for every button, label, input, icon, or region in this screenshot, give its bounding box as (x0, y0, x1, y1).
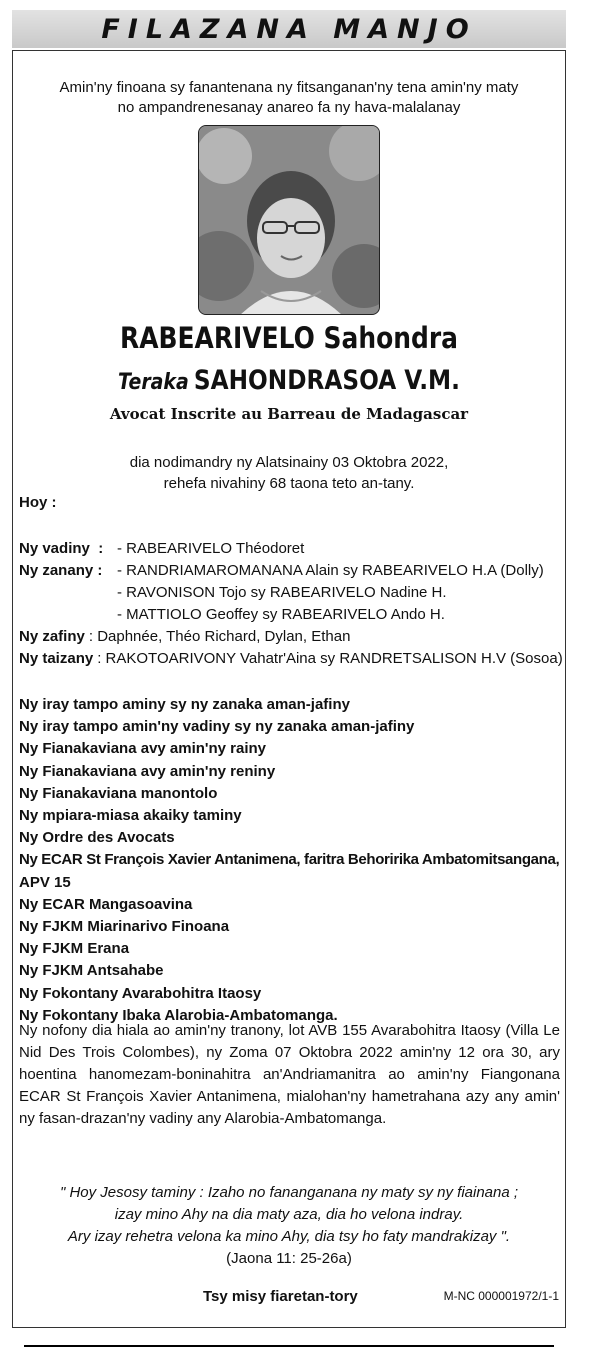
mourner-item: Ny Fianakaviana avy amin'ny rainy (19, 740, 267, 758)
death-line-2: rehefa nivahiny 68 taona teto an-tany. (163, 475, 415, 492)
mourner-item: Ny ECAR Mangasoavina (19, 895, 193, 913)
family-row-zanany-2 (19, 582, 559, 604)
quote-line-3: Ary izay rehetra velona ka mino Ahy, dia tsy ho faty mandrakizay ". (67, 1228, 511, 1245)
quote-line-2: izay mino Ahy na dia maty aza, dia ho velona indray. (114, 1206, 464, 1223)
zanany-label: Ny zanany : (19, 562, 103, 579)
zafiny-label: Ny zafiny (19, 628, 85, 645)
mourner-item: Ny iray tampo aminy sy ny zanaka aman-jafiny (19, 696, 350, 713)
mourner-item: Ny Fokontany Avarabohitra Itaosy (19, 984, 262, 1002)
mourner-item: Ny Fianakaviana manontolo (19, 784, 218, 802)
family-row-taizany (19, 648, 563, 670)
header-banner (12, 10, 566, 48)
deceased-name: RABEARIVELO Sahondra (119, 321, 458, 355)
maiden-name: SAHONDRASOA V.M. (193, 365, 460, 396)
mourner-item: Ny FJKM Miarinarivo Finoana (19, 918, 230, 936)
header-title: FILAZANA MANJO (101, 13, 477, 45)
taizany-value: : RAKOTOARIVONY Vahatr'Aina sy RANDRETSALISON H.V (Sosoa) (97, 650, 563, 667)
mourner-item: Ny FJKM Erana (19, 940, 130, 958)
teraka-label: Teraka (118, 370, 189, 395)
portrait-image (199, 126, 380, 315)
maiden-name-line (52, 365, 527, 396)
death-line-1: dia nodimandry ny Alatsinainy 03 Oktobra 2022, (129, 454, 449, 471)
mourner-item: Ny iray tampo amin'ny vadiny sy ny zanaka aman-jafiny (19, 718, 415, 736)
vadiny-sep: : (98, 540, 104, 557)
reference-code: M-NC 000001972/1-1 (443, 1289, 559, 1303)
quote-reference: (Jaona 11: 25-26a) (226, 1250, 352, 1267)
mourner-item: APV 15 (19, 873, 71, 891)
zanany-value: - MATTIOLO Geoffey sy RABEARIVELO Ando H. (117, 606, 445, 623)
intro-text (13, 78, 565, 118)
bible-quote (13, 1182, 565, 1270)
vadiny-value: - RABEARIVELO Théodoret (117, 540, 305, 557)
intro-line-1: Amin'ny finoana sy fanantenana ny fitsanganan'ny tena amin'ny maty (59, 79, 519, 96)
family-row-zanany-3 (19, 604, 559, 626)
bottom-divider (24, 1345, 554, 1347)
zafiny-value: : Daphnée, Théo Richard, Dylan, Ethan (88, 628, 351, 645)
profession-title: Avocat Inscrite au Barreau de Madagascar (109, 405, 469, 423)
family-row-zafiny (19, 626, 559, 648)
quote-line-1: " Hoy Jesosy taminy : Izaho no fananganana ny maty sy ny fiainana ; (59, 1184, 519, 1201)
funeral-details: Ny nofony dia hiala ao amin'ny tranony, lot AVB 155 Avarabohitra Itaosy (Villa Le Nid Des Trois Colombes), ny Zoma 07 Oktobra 2022 amin'ny 12 ora 30, ary hoentina hanomezam-boninahitra an'Andriamanitra ao amin'ny Fiangonana ECAR St François Xavier Antanimena, mialohan'ny hametrahana azy any amin' ny fasan-drazan'ny vadiny any Alarobia-Ambatomanga. (19, 1022, 560, 1127)
vadiny-label: Ny vadiny (19, 540, 90, 557)
portrait-photo (198, 125, 380, 315)
death-announcement (13, 452, 565, 494)
zanany-value: - RANDRIAMAROMANANA Alain sy RABEARIVELO H.A (Dolly) (117, 562, 544, 579)
mourner-item: Ny Ordre des Avocats (19, 829, 175, 847)
no-wake-notice: Tsy misy fiaretan-tory (203, 1288, 358, 1305)
family-row-vadiny (19, 538, 559, 560)
mourner-item: Ny ECAR St François Xavier Antanimena, faritra Behoririka Ambatomitsangana, (19, 851, 560, 869)
mourners-list (19, 694, 559, 1027)
intro-line-2: no ampandrenesanay anareo fa ny hava-malalanay (117, 99, 461, 116)
hoy-label: Hoy : (19, 494, 57, 511)
taizany-label: Ny taizany (19, 650, 94, 667)
notice-frame (12, 50, 566, 1328)
family-list (19, 538, 563, 670)
family-row-zanany (19, 560, 559, 582)
mourner-item: Ny FJKM Antsahabe (19, 962, 164, 980)
zanany-value: - RAVONISON Tojo sy RABEARIVELO Nadine H. (117, 584, 447, 601)
mourner-item: Ny Fokontany Ibaka Alarobia-Ambatomanga. (19, 1006, 338, 1024)
mourner-item: Ny Fianakaviana avy amin'ny reniny (19, 762, 276, 780)
mourner-item: Ny mpiara-miasa akaiky taminy (19, 807, 242, 825)
